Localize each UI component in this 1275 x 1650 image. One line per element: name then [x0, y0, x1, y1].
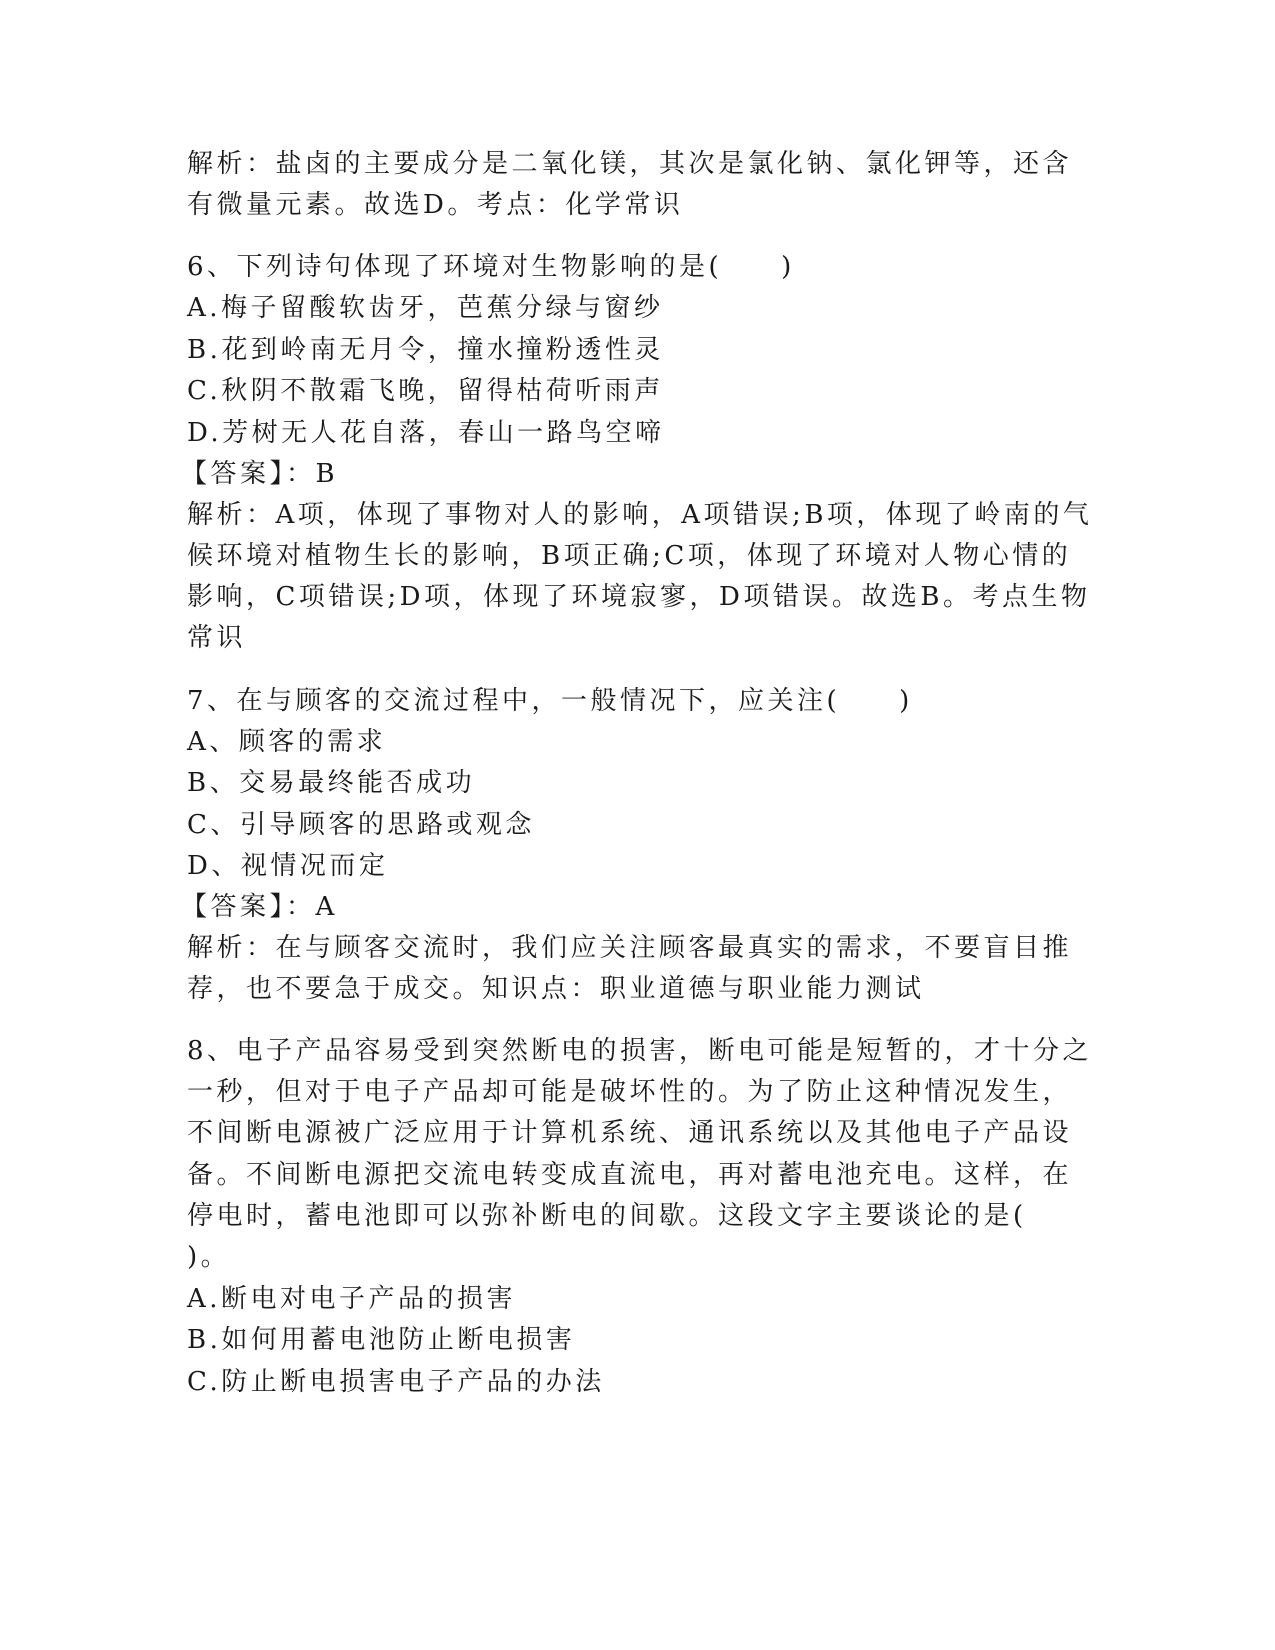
q6-option-d: D.芳树无人花自落，春山一路鸟空啼	[187, 418, 665, 448]
q6-explanation-line-3: 影响，C项错误;D项，体现了环境寂寥，D项错误。故选B。考点生物	[187, 582, 1091, 612]
q6-explanation-line-4: 常识	[187, 623, 247, 653]
q7-option-b: B、交易最终能否成功	[187, 768, 476, 798]
q6-explanation-line-1: 解析：A项，体现了事物对人的影响，A项错误;B项，体现了岭南的气	[187, 500, 1093, 530]
q5-explanation-line-2: 有微量元素。故选D。考点：化学常识	[187, 190, 684, 220]
q6-explanation-line-2: 候环境对植物生长的影响，B项正确;C项，体现了环境对人物心情的	[187, 541, 1072, 571]
q8-stem-line-1: 8、电子产品容易受到突然断电的损害，断电可能是短暂的，才十分之	[187, 1036, 1093, 1066]
q6-stem: 6、下列诗句体现了环境对生物影响的是( )	[187, 252, 795, 282]
q7-answer: 【答案】：A	[181, 892, 338, 922]
q6-answer: 【答案】：B	[181, 459, 339, 489]
q8-stem-line-3: 不间断电源被广泛应用于计算机系统、通讯系统以及其他电子产品设	[187, 1118, 1073, 1148]
q7-explanation-line-2: 荐，也不要急于成交。知识点：职业道德与职业能力测试	[187, 974, 925, 1004]
q8-option-a: A.断电对电子产品的损害	[187, 1284, 517, 1314]
q7-explanation-line-1: 解析：在与顾客交流时，我们应关注顾客最真实的需求，不要盲目推	[187, 933, 1073, 963]
q7-option-c: C、引导顾客的思路或观念	[187, 810, 535, 840]
q8-stem-line-5: 停电时，蓄电池即可以弥补断电的间歇。这段文字主要谈论的是(	[187, 1201, 1027, 1231]
q8-stem-line-4: 备。不间断电源把交流电转变成直流电，再对蓄电池充电。这样，在	[187, 1160, 1073, 1190]
q7-stem: 7、在与顾客的交流过程中，一般情况下，应关注( )	[187, 686, 913, 716]
q8-stem-line-6: )。	[187, 1242, 231, 1272]
q7-option-a: A、顾客的需求	[187, 727, 387, 757]
q5-explanation-line-1: 解析：盐卤的主要成分是二氧化镁，其次是氯化钠、氯化钾等，还含	[187, 149, 1073, 179]
q8-stem-line-2: 一秒，但对于电子产品却可能是破坏性的。为了防止这种情况发生，	[187, 1077, 1073, 1107]
q8-option-b: B.如何用蓄电池防止断电损害	[187, 1325, 576, 1355]
q6-option-a: A.梅子留酸软齿牙，芭蕉分绿与窗纱	[187, 293, 664, 323]
q6-option-b: B.花到岭南无月令，撞水撞粉透性灵	[187, 335, 664, 365]
q6-option-c: C.秋阴不散霜飞晚，留得枯荷听雨声	[187, 376, 664, 406]
q7-option-d: D、视情况而定	[187, 851, 389, 881]
q8-option-c: C.防止断电损害电子产品的办法	[187, 1367, 605, 1397]
